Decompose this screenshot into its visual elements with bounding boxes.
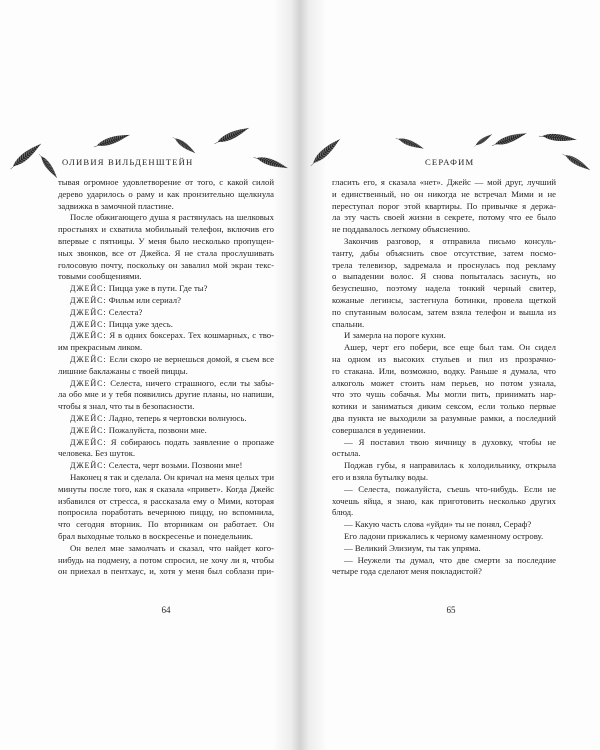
text-message <box>58 295 274 307</box>
line-text: попросила поработать вечернюю пиццу, но вспомнила, <box>58 507 274 518</box>
line-text: Ашер, черт его побери, все еще был там. Он сидел <box>344 342 556 353</box>
text-line <box>58 248 274 260</box>
text-line <box>58 354 274 366</box>
line-text: кожаные легинсы, застегнула ботинки, провела щеткой <box>332 294 556 305</box>
text-line <box>58 566 274 578</box>
feather-icon <box>538 128 577 148</box>
text-line <box>58 413 274 425</box>
text-line <box>332 271 556 283</box>
text-line <box>332 177 556 189</box>
text-line <box>332 555 556 567</box>
feather-icon <box>5 139 46 174</box>
line-text: спальни. <box>332 318 365 329</box>
speaker-label: ДЖЕЙС: <box>70 331 107 341</box>
line-text: Он велел мне замолчать и сказал, что найдет кого- <box>70 542 274 553</box>
speaker-label: ДЖЕЙС: <box>70 295 107 305</box>
line-text: Селеста, черт возьми. Позвони мне! <box>108 460 243 471</box>
text-line <box>332 389 556 401</box>
text-line <box>332 319 556 331</box>
feather-icon <box>212 123 252 149</box>
feather-icon <box>170 132 198 158</box>
line-text: танту, дабы объяснить свое отсутствие, затем посмо- <box>332 247 556 258</box>
text-block <box>332 177 556 578</box>
paragraph <box>58 212 274 283</box>
speaker-label: ДЖЕЙС: <box>70 437 107 447</box>
line-text: Пицца уже в пути. Где ты? <box>108 283 208 294</box>
text-line <box>332 448 556 460</box>
page-number: 64 <box>161 605 171 615</box>
text-message <box>58 330 274 354</box>
line-text: задвижка в замочной пластине. <box>58 200 174 211</box>
line-text: Наконец я так и сделала. Он кричал на меня целых три <box>70 471 274 482</box>
text-message <box>58 437 274 461</box>
feather-icon <box>560 148 593 176</box>
line-text: чтобы я знал, что ты в безопасности. <box>58 401 195 412</box>
text-message <box>58 460 274 472</box>
line-text: дерево ударилось о раму и как пронзительно щелкнула <box>58 188 274 199</box>
text-line <box>332 201 556 213</box>
line-text: Фильм или сериал? <box>108 294 181 305</box>
line-text: — Селеста, пожалуйста, съешь что-нибудь. Если не <box>344 483 556 494</box>
text-message <box>58 378 274 413</box>
line-text: нибудь на подмену, а потом спросил, не хочу ли я, чтобы <box>58 554 274 565</box>
text-line <box>332 378 556 390</box>
text-line <box>332 236 556 248</box>
text-message <box>58 413 274 425</box>
line-text: на одном из высоких стульев и пил из прозрачно- <box>332 353 556 364</box>
text-message <box>58 354 274 378</box>
paragraph <box>58 543 274 578</box>
line-text: ла обо мне и у тебя появились другие планы, но напиши, <box>58 389 274 400</box>
speaker-label: ДЖЕЙС: <box>70 284 107 294</box>
line-text: четыре года сделают меня покладистой? <box>332 566 482 577</box>
line-text: товыми сообщениями. <box>58 271 142 282</box>
line-text: Селеста, ничего страшного, если ты забы- <box>110 377 275 388</box>
text-line <box>332 342 556 354</box>
line-text: два пункта не выходили за разумные рамки, а последний <box>332 412 556 423</box>
text-block <box>58 177 274 578</box>
line-text: впервые с пятницы. У меня было несколько пропущен- <box>58 235 274 246</box>
line-text: блюд. <box>332 507 354 518</box>
line-text: о выпадении волос. Я снова попыталась заснуть, но <box>332 271 556 282</box>
text-line <box>332 224 556 236</box>
paragraph <box>332 437 556 461</box>
text-line <box>332 366 556 378</box>
running-head-author: ОЛИВИЯ ВИЛЬДЕНШТЕЙН <box>62 157 194 167</box>
line-text: Закончив разговор, я отправила письмо консуль- <box>344 235 556 246</box>
line-text: гласить его, я сказала «нет». Джейс — мой друг, лучший <box>332 177 556 187</box>
line-text: минуты после того, как я сказала «привет». Когда Джейс <box>58 483 274 494</box>
line-text: его и взяла бутылку воды. <box>332 471 429 482</box>
text-message <box>58 307 274 319</box>
text-line <box>58 378 274 390</box>
line-text: что сегодня вторник. По вторникам он работает. Он <box>58 519 274 530</box>
line-text: Я собираюсь подать заявление о пропаже <box>110 436 275 447</box>
feather-icon <box>490 128 529 150</box>
line-text: совершался в уединении. <box>332 424 426 435</box>
text-line <box>58 531 274 543</box>
text-line <box>332 295 556 307</box>
text-line <box>58 201 274 213</box>
text-line <box>58 307 274 319</box>
line-text: — Какую часть слова «уйди» ты не понял, Сераф? <box>344 519 532 530</box>
line-text: не поддавалось легкому объяснению. <box>332 224 471 235</box>
feather-icon <box>92 129 132 151</box>
header-ornament <box>0 115 300 185</box>
line-text: остыла. <box>332 448 361 459</box>
feather-icon <box>305 134 345 170</box>
line-text: и единственный, но он никогда не встречал Мими и не <box>332 188 556 199</box>
text-line <box>58 283 274 295</box>
speaker-label: ДЖЕЙС: <box>70 413 107 423</box>
page-number: 65 <box>446 605 456 615</box>
paragraph <box>332 330 556 342</box>
text-line <box>58 555 274 567</box>
paragraph <box>332 342 556 436</box>
text-line <box>58 271 274 283</box>
text-line <box>332 425 556 437</box>
line-text: ных звонков, все от Джейса. Я не стала прослушивать <box>58 247 274 258</box>
text-line <box>332 307 556 319</box>
text-line <box>332 543 556 555</box>
line-text: Я в одних боксерах. Тех кошмарных, с тво- <box>109 330 275 341</box>
text-message <box>58 425 274 437</box>
text-line <box>332 437 556 449</box>
text-line <box>58 448 274 460</box>
line-text: голосовую почту, поскольку он завалил мой экран текс- <box>58 259 274 270</box>
text-line <box>332 260 556 272</box>
text-line <box>58 260 274 272</box>
text-line <box>58 330 274 342</box>
text-line <box>332 460 556 472</box>
text-line <box>58 519 274 531</box>
line-text: простынях и схватила мобильный телефон, включив его <box>58 224 274 235</box>
text-message <box>58 283 274 295</box>
line-text: трела телевизор, задремала и проснулась под рекламу <box>332 259 556 270</box>
paragraph <box>58 177 274 212</box>
feather-icon <box>472 131 495 149</box>
line-text: что это чушь собачья. Мы могли пить, принимать нар- <box>332 389 556 400</box>
text-line <box>332 519 556 531</box>
paragraph <box>58 472 274 543</box>
running-head-title: СЕРАФИМ <box>425 157 475 167</box>
text-line <box>58 437 274 449</box>
line-text: Его ладони прижались к черному каменному острову. <box>344 530 544 541</box>
paragraph <box>332 543 556 555</box>
text-line <box>58 212 274 224</box>
line-text: — Неужели ты думал, что две смерти за последние <box>344 554 556 565</box>
line-text: Если скоро не вернешься домой, я съем все <box>109 353 275 364</box>
right-page <box>300 0 600 750</box>
paragraph <box>332 531 556 543</box>
line-text: он приехал в пентхаус, и, хотя у меня был соблазн при- <box>58 566 274 577</box>
line-text: по спутанным волосам, затем взяла телефон и вышла из <box>332 306 556 317</box>
paragraph <box>332 484 556 519</box>
speaker-label: ДЖЕЙС: <box>70 307 107 317</box>
text-line <box>58 460 274 472</box>
text-line <box>332 401 556 413</box>
text-line <box>332 472 556 484</box>
line-text: брал выходные только в воскресенье и понедельник. <box>58 530 253 541</box>
speaker-label: ДЖЕЙС: <box>70 461 107 471</box>
line-text: И замерла на пороге кухни. <box>344 330 446 341</box>
paragraph <box>332 460 556 484</box>
text-line <box>58 507 274 519</box>
speaker-label: ДЖЕЙС: <box>70 354 107 364</box>
paragraph <box>332 555 556 579</box>
text-line <box>58 389 274 401</box>
text-line <box>332 283 556 295</box>
feather-icon <box>252 150 290 175</box>
paragraph <box>332 519 556 531</box>
feather-icon <box>394 132 426 154</box>
text-line <box>58 236 274 248</box>
line-text: хочешь яйца, я знаю, как приготовить несколько других <box>332 495 556 506</box>
text-line <box>332 496 556 508</box>
text-line <box>332 413 556 425</box>
text-line <box>58 425 274 437</box>
text-line <box>332 566 556 578</box>
text-message <box>58 319 274 331</box>
line-text: лишние баклажаны с твоей пиццы. <box>58 365 188 376</box>
line-text: После обжигающего душа я растянулась на шелковых <box>70 212 274 223</box>
line-text: избавился от стресса, я рассказала ему о Мими, которая <box>58 495 274 506</box>
text-line <box>58 177 274 189</box>
line-text: ла эту часть своей жизни в секрете, потому что ее было <box>332 212 556 223</box>
text-line <box>58 189 274 201</box>
line-text: — Я поставил твою яичницу в духовку, чтобы не <box>344 436 556 447</box>
line-text: им прекрасным ликом. <box>58 342 143 353</box>
line-text: го стакана. Или, возможно, водку. Раньше я думала, что <box>332 365 556 376</box>
line-text: переступал порог этой квартиры. По привычке я держа- <box>332 200 556 211</box>
text-line <box>332 189 556 201</box>
line-text: Селеста? <box>108 306 143 317</box>
text-line <box>58 472 274 484</box>
line-text: алкоголь может стоить нам перьев, но потом узнала, <box>332 377 556 388</box>
line-text: Пицца уже здесь. <box>108 318 173 329</box>
speaker-label: ДЖЕЙС: <box>70 319 107 329</box>
line-text: Поджав губы, я направилась к холодильнику, открыла <box>344 460 556 471</box>
paragraph <box>332 236 556 330</box>
text-line <box>332 354 556 366</box>
text-line <box>332 507 556 519</box>
text-line <box>332 531 556 543</box>
text-line <box>332 248 556 260</box>
text-line <box>58 366 274 378</box>
paragraph <box>332 177 556 236</box>
text-line <box>58 401 274 413</box>
text-line <box>58 295 274 307</box>
text-line <box>332 484 556 496</box>
speaker-label: ДЖЕЙС: <box>70 378 107 388</box>
line-text: Пожалуйста, позвони мне. <box>108 424 207 435</box>
text-line <box>58 543 274 555</box>
feather-icon <box>36 150 61 181</box>
text-line <box>332 330 556 342</box>
line-text: Ладно, теперь я чертовски волнуюсь. <box>108 412 247 423</box>
text-line <box>58 496 274 508</box>
header-ornament <box>300 115 600 185</box>
text-line <box>332 212 556 224</box>
line-text: котики и заниматься диким сексом, если только первые <box>332 401 556 412</box>
line-text: безуспешно, поэтому надела тонкий черный свитер, <box>332 283 556 294</box>
text-line <box>58 484 274 496</box>
text-line <box>58 342 274 354</box>
line-text: — Великий Элизиум, ты так упряма. <box>344 542 481 553</box>
speaker-label: ДЖЕЙС: <box>70 425 107 435</box>
text-line <box>58 319 274 331</box>
line-text: тывая огромное удовлетворение от того, с какой силой <box>58 177 274 187</box>
text-line <box>58 224 274 236</box>
line-text: человека. Без шуток. <box>58 448 136 459</box>
